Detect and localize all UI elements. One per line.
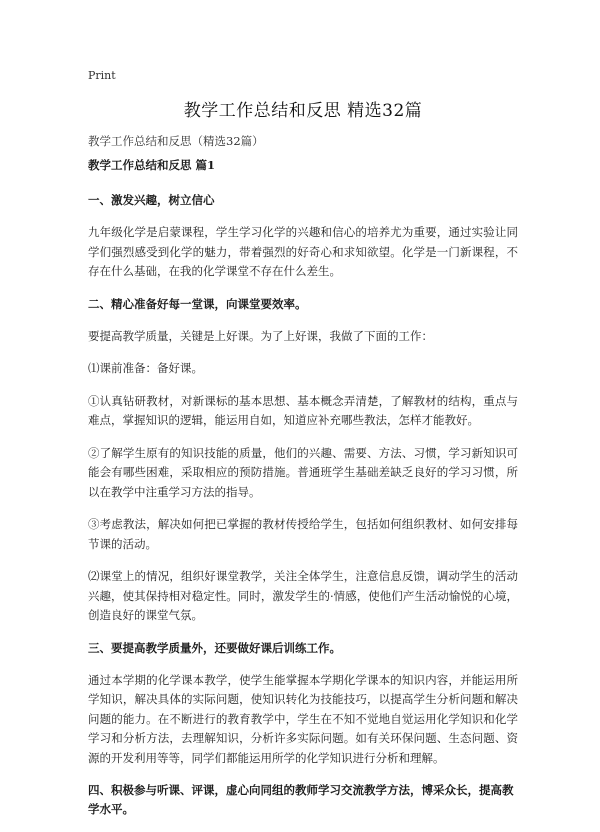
heading-1: 一、激发兴趣，树立信心	[88, 193, 215, 207]
paragraph-2: 要提高教学质量，关键是上好课。为了上好课，我做了下面的工作：	[88, 328, 433, 343]
paragraph-1: 九年级化学是启蒙课程，学生学习化学的兴趣和信心的培养尤为重要，通过实验让同学们强烈感受到化学的魅力，带着强烈的好奇心和求知欲望。化学是一门新课程，不存在什么基础，在我的化学课堂不存在什么差生。	[88, 225, 518, 278]
paragraph-4: ①认真钻研教材，对新课标的基本思想、基本概念弄清楚，了解教材的结构，重点与难点，掌握知识的逻辑，能运用自如，知道应补充哪些教法，怎样才能教好。	[88, 393, 518, 427]
article-body	[88, 157, 518, 832]
paragraph-7: ⑵课堂上的情况，组织好课堂教学，关注全体学生，注意信息反馈，调动学生的活动兴趣，使其保持相对稳定性。同时，激发学生的·情感，使他们产生活动愉悦的心境，创造良好的课堂气氛。	[88, 569, 518, 622]
paragraph-6: ③考虑教法，解决如何把已掌握的教材传授给学生，包括如何组织教材、如何安排每节课的活动。	[88, 517, 518, 551]
heading-4: 四、积极参与听课、评课，虚心向同组的教师学习交流教学方法，博采众长，提高教学水平。	[88, 783, 514, 816]
document-page	[88, 0, 518, 816]
section-title: 教学工作总结和反思 篇1	[88, 158, 216, 172]
document-title: 教学工作总结和反思 精选32篇	[183, 101, 423, 121]
paragraph-3: ⑴课前准备：备好课。	[88, 361, 203, 375]
paragraph-5: ②了解学生原有的知识技能的质量，他们的兴趣、需要、方法、习惯，学习新知识可能会有哪些困难，采取相应的预防措施。普通班学生基础差缺乏良好的学习习惯，所以在教学中注重学习方法的指导。	[88, 445, 518, 499]
paragraph-8: 通过本学期的化学课本教学，使学生能掌握本学期化学课本的知识内容，并能运用所学知识，解决具体的实际问题，使知识转化为技能技巧，以提高学生分析问题和解决问题的能力。在不断进行的教育教学中，学生在不知不觉地自觉运用化学知识和化学学习和分析方法，去理解知识，分析许多实际问题。如有关环保问题、生态问题、资源的开发利用等等，同学们都能运用所学的化学知识进行分析和理解。	[88, 672, 518, 765]
document-subtitle: 教学工作总结和反思（精选32篇）	[88, 134, 264, 148]
heading-3: 三、要提高教学质量外，还要做好课后训练工作。	[88, 640, 341, 655]
heading-2: 二、精心准备好每一堂课，向课堂要效率。	[88, 296, 307, 311]
print-label[interactable]: Print	[88, 69, 116, 82]
